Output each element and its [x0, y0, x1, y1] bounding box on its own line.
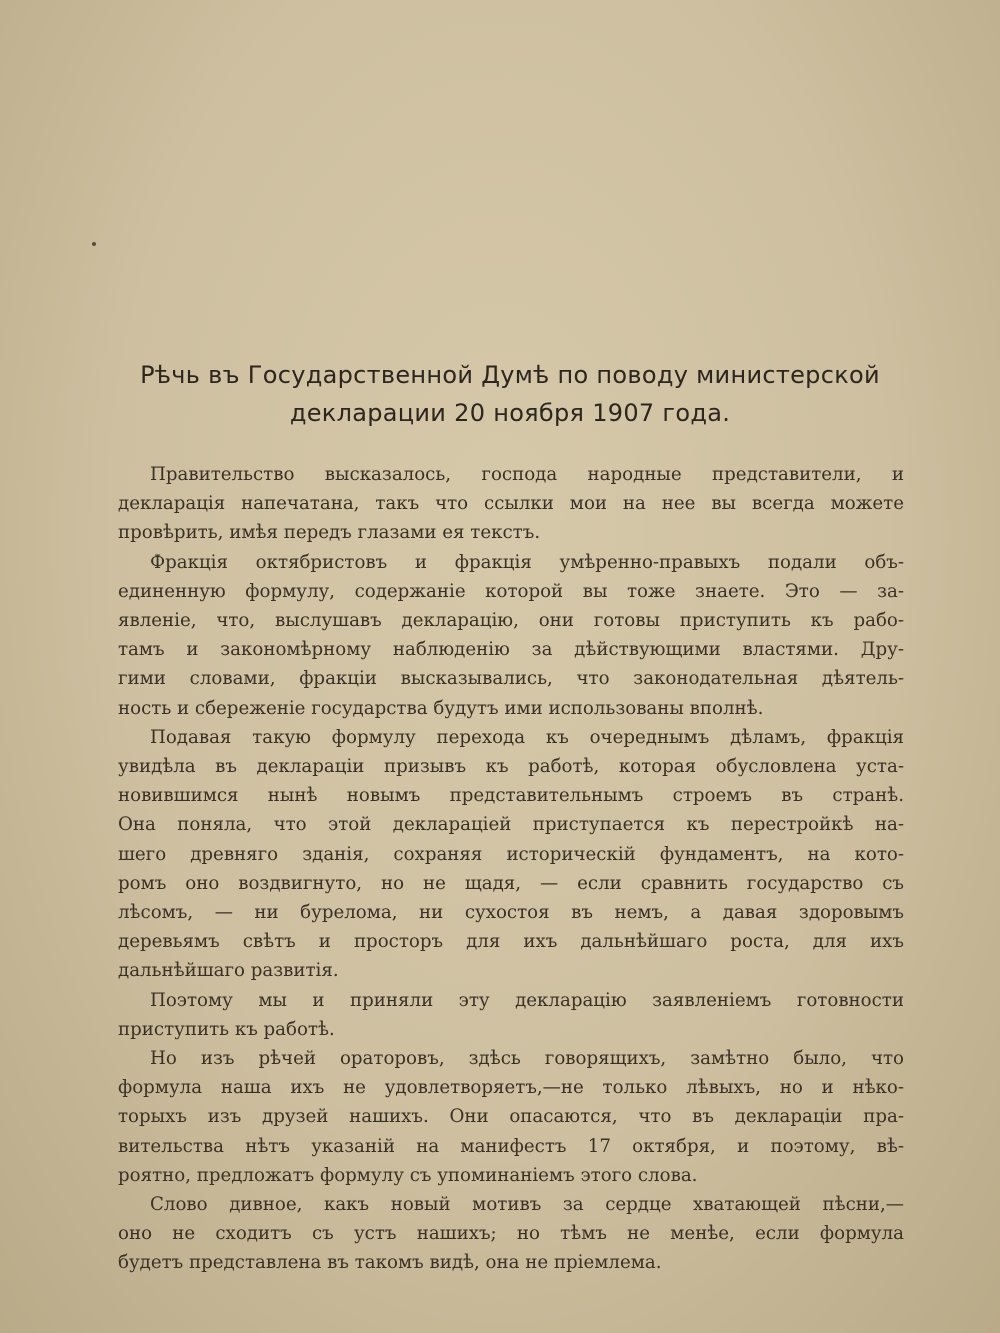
- text-line: тамъ и закономѣрному наблюденію за дѣйствующими властями. Дру-: [118, 639, 904, 661]
- text-line: ность и сбереженіе государства будутъ ими использованы вполнѣ.: [118, 697, 764, 719]
- text-line: Но изъ рѣчей ораторовъ, здѣсь говорящихъ, замѣтно было, что: [150, 1048, 904, 1070]
- paragraph: [118, 723, 904, 986]
- text-line: приступить къ работѣ.: [118, 1018, 335, 1040]
- text-line: деревьямъ свѣтъ и просторъ для ихъ дальнѣйшаго роста, для ихъ: [118, 931, 904, 953]
- text-line: торыхъ изъ друзей нашихъ. Они опасаются, что въ деклараціи пра-: [118, 1106, 904, 1128]
- text-line: провѣрить, имѣя передъ глазами ея текстъ.: [118, 522, 541, 544]
- ink-speck: [92, 242, 96, 246]
- text-line: лѣсомъ, — ни бурелома, ни сухостоя въ немъ, а давая здоровымъ: [118, 902, 904, 924]
- text-line: будетъ представлена въ такомъ видѣ, она не пріемлема.: [118, 1252, 662, 1274]
- text-line: Правительство высказалось, господа народные представители, и: [150, 464, 904, 485]
- document-body: [118, 460, 904, 1278]
- text-line: единенную формулу, содержаніе которой вы тоже знаете. Это — за-: [118, 580, 904, 602]
- text-line: ромъ оно воздвигнуто, но не щадя, — если сравнить государство съ: [118, 872, 904, 894]
- text-line: декларація напечатана, такъ что ссылки мои на нее вы всегда можете: [118, 493, 904, 515]
- text-line: новившимся нынѣ новымъ представительнымъ строемъ въ странѣ.: [118, 785, 904, 807]
- text-line: оно не сходитъ съ устъ нашихъ; но тѣмъ не менѣе, если формула: [118, 1223, 904, 1245]
- text-line: Фракція октябристовъ и фракція умѣренно-правыхъ подали объ-: [150, 551, 904, 573]
- title-line-2: декларации 20 ноября 1907 года.: [289, 399, 731, 427]
- paragraph: [118, 548, 904, 723]
- text-line: явленіе, что, выслушавъ декларацію, они готовы приступить къ рабо-: [118, 610, 904, 632]
- text-line: дальнѣйшаго развитія.: [118, 960, 339, 982]
- text-line: гими словами, фракціи высказывались, что законодательная дѣятель-: [118, 668, 904, 690]
- text-line: шего древняго зданія, сохраняя историческій фундаментъ, на кото-: [118, 843, 904, 865]
- document-title: [80, 356, 940, 432]
- text-line: формула наша ихъ не удовлетворяетъ,—не только лѣвыхъ, но и нѣко-: [118, 1077, 904, 1099]
- text-line: роятно, предложатъ формулу съ упоминаніемъ этого слова.: [118, 1164, 698, 1186]
- text-line: Поэтому мы и приняли эту декларацію заявленіемъ готовности: [150, 989, 904, 1011]
- paragraph: [118, 460, 904, 548]
- paragraph: [118, 986, 904, 1044]
- text-line: вительства нѣтъ указаній на манифестъ 17 октября, и поэтому, вѣ-: [118, 1135, 904, 1157]
- text-line: Подавая такую формулу перехода къ очереднымъ дѣламъ, фракція: [150, 726, 904, 748]
- paragraph: [118, 1190, 904, 1278]
- text-line: увидѣла въ деклараціи призывъ къ работѣ, которая обусловлена уста-: [118, 756, 904, 778]
- paragraph: [118, 1044, 904, 1190]
- text-line: Слово дивное, какъ новый мотивъ за сердце хватающей пѣсни,—: [150, 1194, 904, 1216]
- text-line: Она поняла, что этой деклараціей приступается къ перестройкѣ на-: [118, 814, 904, 836]
- title-line-1: Рѣчь въ Государственной Думѣ по поводу министерской: [140, 361, 880, 389]
